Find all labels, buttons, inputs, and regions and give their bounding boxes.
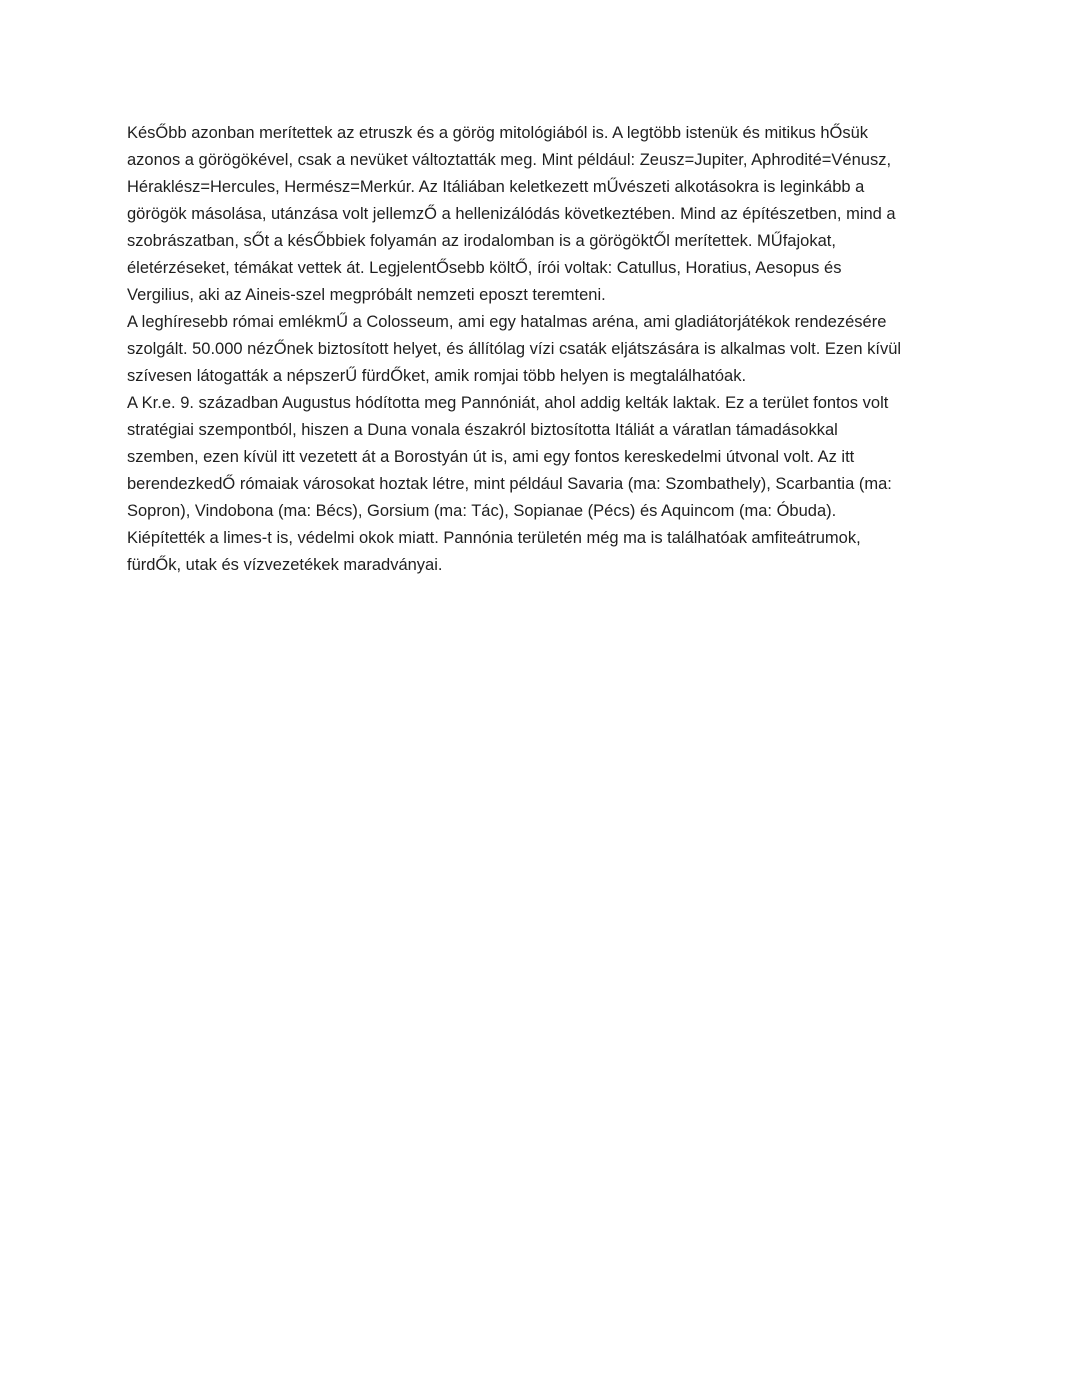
paragraph-3	[127, 390, 967, 579]
text-line: szívesen látogatták a népszerŰ fürdŐket, amik romjai több helyen is megtalálhatóak.	[127, 367, 747, 385]
text-line: életérzéseket, témákat vettek át. LegjelentŐsebb költŐ, írói voltak: Catullus, Horatius, Aesopus és	[127, 259, 842, 277]
text-line: görögök másolása, utánzása volt jellemzŐ a hellenizálódás következtében. Mind az építészetben, mind a	[127, 205, 896, 223]
text-line: azonos a görögökével, csak a nevüket változtatták meg. Mint például: Zeusz=Jupiter, Aphrodité=Vénusz,	[127, 151, 892, 169]
text-line: KésŐbb azonban merítettek az etruszk és a görög mitológiából is. A legtöbb istenük és mitikus hŐsük	[127, 124, 869, 142]
text-line: A Kr.e. 9. században Augustus hódította meg Pannóniát, ahol addig kelták laktak. Ez a terület fontos volt	[127, 394, 889, 412]
text-line: szemben, ezen kívül itt vezetett át a Borostyán út is, ami egy fontos kereskedelmi útvonal volt. Az itt	[127, 448, 855, 466]
paragraph-2	[127, 309, 967, 390]
text-line: Sopron), Vindobona (ma: Bécs), Gorsium (ma: Tác), Sopianae (Pécs) és Aquincom (ma: Óbuda).	[127, 502, 837, 520]
paragraph-1	[127, 120, 967, 309]
text-line: stratégiai szempontból, hiszen a Duna vonala északról biztosította Itáliát a váratlan támadásokkal	[127, 421, 838, 439]
text-line: Kiépítették a limes-t is, védelmi okok miatt. Pannónia területén még ma is találhatóak amfiteátrumok,	[127, 529, 861, 547]
text-block	[127, 120, 967, 579]
text-line: Héraklész=Hercules, Hermész=Merkúr. Az Itáliában keletkezett mŰvészeti alkotásokra is leginkább a	[127, 178, 865, 196]
text-line: A leghíresebb római emlékmŰ a Colosseum, ami egy hatalmas aréna, ami gladiátorjátékok rendezésére	[127, 313, 887, 331]
text-line: fürdŐk, utak és vízvezetékek maradványai.	[127, 556, 443, 574]
text-line: szolgált. 50.000 nézŐnek biztosított helyet, és állítólag vízi csaták eljátszására is alkalmas volt. Ezen kívül	[127, 340, 902, 358]
text-line: berendezkedŐ rómaiak városokat hoztak létre, mint például Savaria (ma: Szombathely), Scarbantia (ma:	[127, 475, 892, 493]
text-line: szobrászatban, sŐt a késŐbbiek folyamán az irodalomban is a görögöktŐl merítettek. MŰfajokat,	[127, 232, 836, 250]
text-line: Vergilius, aki az Aineis-szel megpróbált nemzeti eposzt teremteni.	[127, 286, 606, 304]
